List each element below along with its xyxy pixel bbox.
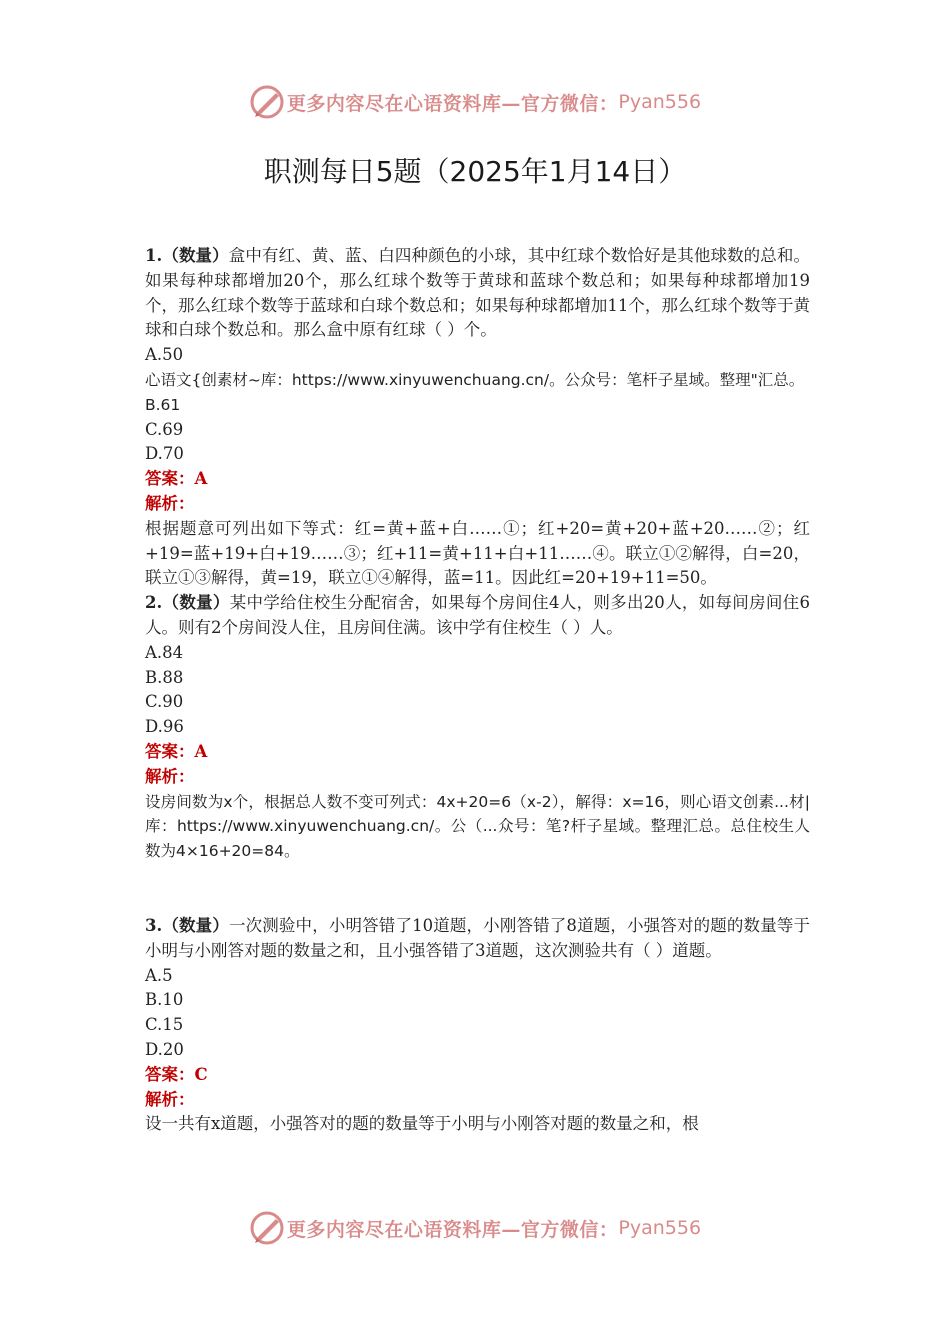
question-3-text: 一次测验中，小明答错了10道题，小刚答错了8道题，小强答对的题的数量等于小明与小刚答对题的数量之和，且小强答错了3道题，这次测验共有（ ）道题。	[145, 915, 810, 960]
banner-wechat-handle: Pyan556	[618, 1217, 702, 1239]
question-2-option-a: A.84	[145, 642, 184, 662]
question-3-stem	[145, 914, 810, 964]
question-2-text: 某中学给住校生分配宿舍，如果每个房间住4人，则多出20人，如每间房间住6人。则有2个房间没人住，且房间住满。该中学有住校生（ ）人。	[145, 593, 810, 637]
question-2-analysis-label: 解析：	[145, 766, 195, 786]
pen-logo-icon	[249, 1210, 285, 1246]
question-1-answer: 答案：A	[145, 469, 208, 489]
question-1-tag: 1.（数量）	[145, 246, 229, 265]
header-banner	[0, 80, 950, 124]
question-3-option-c: C.15	[145, 1015, 184, 1035]
banner-text: 更多内容尽在心语资料库—官方微信：	[286, 92, 619, 115]
section-gap	[145, 864, 810, 914]
question-2-option-d: D.96	[145, 717, 184, 737]
question-3-option-a: A.5	[145, 965, 173, 985]
question-2-analysis: 设房间数为x个，根据总人数不变可列式：4x+20=6（x-2），解得：x=16，则心语文创素...材|库：https://www.xinyuwenchuang.cn/。公（...众号：笔?杆子星域。整理汇总。总住校生人数为4×16+20=84。	[145, 792, 810, 861]
question-1-analysis: 根据题意可列出如下等式：红=黄+蓝+白……①；红+20=黄+20+蓝+20……②；红+19=蓝+19+白+19……③；红+11=黄+11+白+11……④。联立①②解得，白=20，联立①③解得，黄=19，联立①④解得，蓝=11。因此红=20+19+11=50。	[145, 518, 810, 588]
question-3-analysis-label: 解析：	[145, 1089, 195, 1109]
question-3-option-d: D.20	[145, 1039, 184, 1059]
banner-text: 更多内容尽在心语资料库—官方微信：	[286, 1218, 619, 1241]
question-1-option-d: D.70	[145, 444, 184, 464]
question-1-option-b: 心语文{创素材~库：https://www.xinyuwenchuang.cn/。公众号：笔杆子星域。整理"汇总。B.61	[145, 370, 805, 414]
question-3-answer: 答案：C	[145, 1064, 208, 1084]
question-3-option-b: B.10	[145, 990, 184, 1010]
question-1-option-c: C.69	[145, 419, 184, 439]
question-1-option-a: A.50	[145, 345, 184, 365]
question-2-stem	[145, 591, 810, 641]
question-1-stem	[145, 244, 810, 343]
banner-wechat-handle: Pyan556	[618, 91, 702, 113]
question-2-tag: 2.（数量）	[145, 593, 230, 613]
page-title: 职测每日5题（2025年1月14日）	[263, 155, 687, 188]
footer-banner	[0, 1206, 950, 1250]
question-2-option-c: C.90	[145, 692, 184, 712]
question-2-option-b: B.88	[145, 667, 184, 687]
question-1-text: 盒中有红、黄、蓝、白四种颜色的小球，其中红球个数恰好是其他球数的总和。如果每种球都增加20个，那么红球个数等于黄球和蓝球个数总和；如果每种球都增加19个，那么红球个数等于蓝球和白球个数总和；如果每种球都增加11个，那么红球个数等于黄球和白球个数总和。那么盒中原有红球（ ）个。	[145, 246, 810, 340]
question-3-analysis: 设一共有x道题，小强答对的题的数量等于小明与小刚答对题的数量之和，根	[145, 1114, 699, 1134]
question-1-analysis-label: 解析：	[145, 493, 195, 513]
question-list	[145, 244, 810, 1137]
pen-logo-icon	[249, 84, 285, 120]
question-2-answer: 答案：A	[145, 741, 208, 761]
question-3-tag: 3.（数量）	[145, 915, 229, 935]
